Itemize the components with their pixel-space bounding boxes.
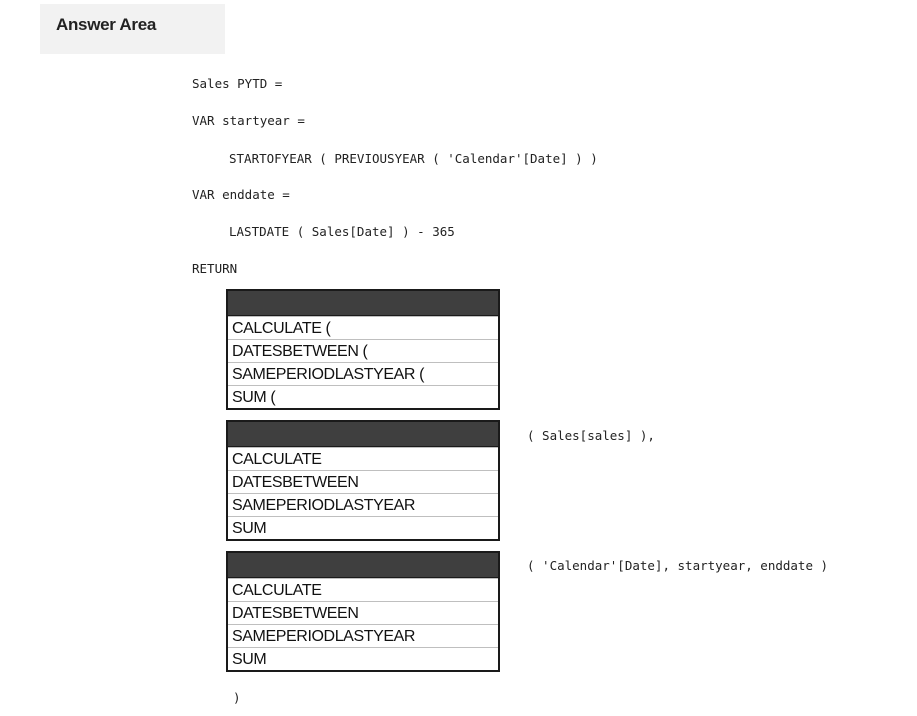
code-calendar-date-args: ( 'Calendar'[Date], startyear, enddate ) xyxy=(527,558,829,573)
code-line-sales-pytd: Sales PYTD = xyxy=(192,76,283,91)
code-line-startofyear: STARTOFYEAR ( PREVIOUSYEAR ( 'Calendar'[Date] ) ) xyxy=(229,151,598,166)
dropdown-selection-slot[interactable] xyxy=(228,553,498,578)
answer-area-header xyxy=(40,4,225,54)
dropdown-selection-slot[interactable] xyxy=(228,291,498,316)
dropdown-option-calculate[interactable]: CALCULATE xyxy=(228,447,498,470)
dropdown-option-datesbetween[interactable]: DATESBETWEEN ( xyxy=(228,339,498,362)
dropdown-option-calculate[interactable]: CALCULATE xyxy=(228,578,498,601)
function-dropdown-3[interactable] xyxy=(226,551,500,672)
dropdown-option-sameperiodlastyear[interactable]: SAMEPERIODLASTYEAR ( xyxy=(228,362,498,385)
dropdown-option-sum[interactable]: SUM xyxy=(228,516,498,539)
dropdown-option-sum[interactable]: SUM ( xyxy=(228,385,498,408)
code-line-lastdate: LASTDATE ( Sales[Date] ) - 365 xyxy=(229,224,455,239)
code-line-var-enddate: VAR enddate = xyxy=(192,187,290,202)
code-closing-paren: ) xyxy=(233,690,241,705)
dropdown-option-datesbetween[interactable]: DATESBETWEEN xyxy=(228,601,498,624)
dropdown-selection-slot[interactable] xyxy=(228,422,498,447)
dropdown-option-sum[interactable]: SUM xyxy=(228,647,498,670)
code-sales-sales-arg: ( Sales[sales] ), xyxy=(527,428,655,443)
dropdown-option-calculate[interactable]: CALCULATE ( xyxy=(228,316,498,339)
function-dropdown-1[interactable] xyxy=(226,289,500,410)
dropdown-option-datesbetween[interactable]: DATESBETWEEN xyxy=(228,470,498,493)
answer-area-title: Answer Area xyxy=(56,15,157,34)
function-dropdown-2[interactable] xyxy=(226,420,500,541)
code-line-var-startyear: VAR startyear = xyxy=(192,113,305,128)
dropdown-option-sameperiodlastyear[interactable]: SAMEPERIODLASTYEAR xyxy=(228,624,498,647)
dropdown-option-sameperiodlastyear[interactable]: SAMEPERIODLASTYEAR xyxy=(228,493,498,516)
code-line-return: RETURN xyxy=(192,261,238,276)
